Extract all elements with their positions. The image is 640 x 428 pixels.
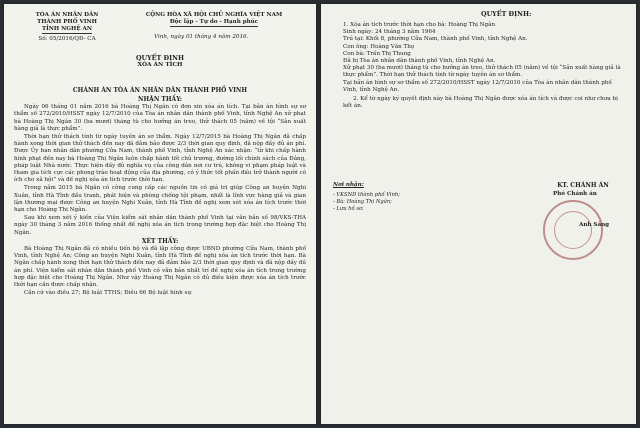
decision-line: 2. Kể từ ngày ký quyết định này bà Hoàng Thị Ngân được xóa án tích và được coi như chưa bị kết án.	[343, 96, 618, 110]
section-heading-nhan-thay: NHẬN THẤY:	[138, 96, 182, 103]
decision-page-2	[321, 4, 636, 424]
recipient-item: - Bà: Hoàng Thị Ngân;	[333, 199, 392, 205]
document-number: Số: 05/2016/QĐ- CA	[38, 36, 96, 42]
recipients-list	[333, 192, 400, 213]
signer-name: Anh Sáng	[579, 222, 610, 228]
court-seal-stamp	[543, 200, 603, 260]
decision-items	[343, 22, 625, 110]
decision-body	[14, 96, 306, 298]
decision-page-1	[4, 4, 316, 424]
document-title: QUYẾT ĐỊNH	[135, 54, 184, 62]
blank-page-area	[333, 254, 624, 418]
court-name-line: TÒA ÁN NHÂN DÂN	[35, 12, 99, 18]
body-paragraph: Ngày 06 tháng 01 năm 2016 bà Hoàng Thị Ngân có đơn xin xóa án tích. Tại bản án hình sự sơ thẩm số 272/2010/HSST ngày 12/7/2010 của Tòa án nhân dân thành phố Vinh, tỉnh Nghệ An xử phạt bà Hoàng Thị Ngân 30 (ba mươi) tháng tù cho hưởng án treo, thử thách 05 (năm) về tội “Sản xuất hàng giả là thực phẩm”.	[14, 104, 306, 132]
recipient-item: - VKSND thành phố Vinh;	[333, 192, 401, 198]
signature-role: Phó Chánh án	[553, 191, 597, 197]
decision-line: Tại bản án hình sự sơ thẩm số 272/2010/HSST ngày 12/7/2010 của Tòa án nhân dân thành phố Vinh, tỉnh Nghệ An.	[343, 79, 612, 93]
document-subtitle: XÓA ÁN TÍCH	[137, 62, 183, 68]
issuer-title: CHÁNH ÁN TÒA ÁN NHÂN DÂN THÀNH PHỐ VINH	[72, 87, 248, 94]
decision-line: Đã bị Tòa án nhân dân thành phố Vinh, tỉnh Nghệ An.	[343, 58, 496, 65]
decision-heading: QUYẾT ĐỊNH:	[481, 10, 532, 18]
body-paragraph: Thời hạn thử thách tính từ ngày tuyên án sơ thẩm. Ngày 12/7/2015 bà Hoàng Thị Ngân đã chấp hành xong thời gian thử thách đến nay đã đảm bảo được 2/3 thời gian quy định, đã nộp đầy đủ án phí. Được Ủy ban nhân dân phường Cửa Nam, thành phố Vinh, tỉnh Nghệ An xác nhận: “từ khi chấp hành hình phạt đến nay bà Hoàng Thị Ngân luôn chấp hành tốt chủ trương, đường lối chính sách của Đảng, pháp luật Nhà nước. Thực hiện đầy đủ nghĩa vụ của công dân nơi cư trú, không vi phạm pháp luật và tham gia tích cực các phong trào hoạt động của địa phương, có ý thức tốt phấn đấu trở thành người có ích cho xã hội” và đề nghị xóa án tích trước thời hạn.	[14, 134, 306, 184]
recipient-item: - Lưu hồ sơ.	[333, 206, 364, 212]
body-paragraph: Sau khi xem xét ý kiến của Viện kiểm sát nhân dân thành phố Vinh tại văn bản số 98/VKS-THA ngày 30 tháng 3 năm 2016 thống nhất đề nghị xóa án tích trong trường hợp đặc biệt cho Hoàng Thị Ngân.	[14, 215, 306, 236]
decision-line: Con bà: Trần Thị Thung	[343, 50, 411, 57]
recipients-label: Nơi nhận:	[333, 182, 364, 188]
decision-line: Con ông: Hoàng Văn Thọ	[343, 43, 415, 50]
body-paragraph: Bà Hoàng Thị Ngân đã có nhiều tiến bộ và đã lập công được UBND phường Cửa Nam, thành phố Vinh, tỉnh Nghệ An; Công an huyện Nghi Xuân, tỉnh Hà Tĩnh đề nghị xóa án tích trước thời hạn. Bà Ngân chấp hành xong thời hạn thử thách đến nay đã đảm bảo 2/3 thời gian quy định và đã nộp đầy đủ án phí. Viện kiểm sát nhân dân thành phố Vinh có văn bản nhất trí đề nghị xóa án tích trong trường hợp đặc biệt cho Hoàng Thị Ngân. Như vậy Hoàng Thị Ngân có đủ điều kiện được xóa án tích trước thời hạn cần được chấp nhận.	[14, 246, 306, 289]
decision-line: Xử phạt 30 (ba mươi) tháng tù cho hưởng án treo, thử thách 05 (năm) về tội “Sản xuất hàng giả là thực phẩm”. Thời hạn thử thách tính từ ngày tuyên án sơ thẩm.	[343, 65, 621, 79]
court-name-line: TỈNH NGHỆ AN	[42, 26, 92, 32]
signature-heading: KT. CHÁNH ÁN	[557, 182, 609, 189]
body-paragraph: Trong năm 2015 bà Ngân có công cung cấp các nguồn tin có giá trị giúp Công an huyện Nghi Xuân, tỉnh Hà Tĩnh đấu tranh, phát hiện và phòng chống tội phạm, nhất là lĩnh vực hàng giả và gian lận thương mại được Công an huyện Nghi Xuân, tỉnh Hà Tĩnh đề nghị xem xét xóa án tích trước thời hạn cho Hoàng Thị Ngân.	[14, 185, 306, 214]
court-header	[12, 12, 122, 43]
nation-header	[124, 12, 304, 27]
body-paragraph: Căn cứ vào điều 27; Bộ luật TTHS; Điều 66 Bộ luật hình sự.	[24, 290, 193, 297]
nation-title: CỘNG HÒA XÃ HỘI CHỦ NGHĨA VIỆT NAM	[145, 12, 283, 18]
decision-line: Sinh ngày: 24 tháng 3 năm 1964	[343, 29, 436, 36]
section-heading-xet-thay: XÉT THẤY:	[141, 237, 179, 245]
decision-line: Trú tại: Khối 8, phường Cửa Nam, thành phố Vinh, tỉnh Nghệ An.	[343, 36, 528, 43]
nation-motto: Độc lập - Tự do - Hạnh phúc	[169, 19, 259, 25]
issue-date: Vinh, ngày 01 tháng 4 năm 2016.	[154, 34, 249, 40]
seal-inner-ring	[554, 211, 592, 249]
court-name-line: THÀNH PHỐ VINH	[37, 19, 97, 25]
decision-line: 1. Xóa án tích trước thời hạn cho bà: Hoàng Thị Ngân	[343, 22, 496, 28]
